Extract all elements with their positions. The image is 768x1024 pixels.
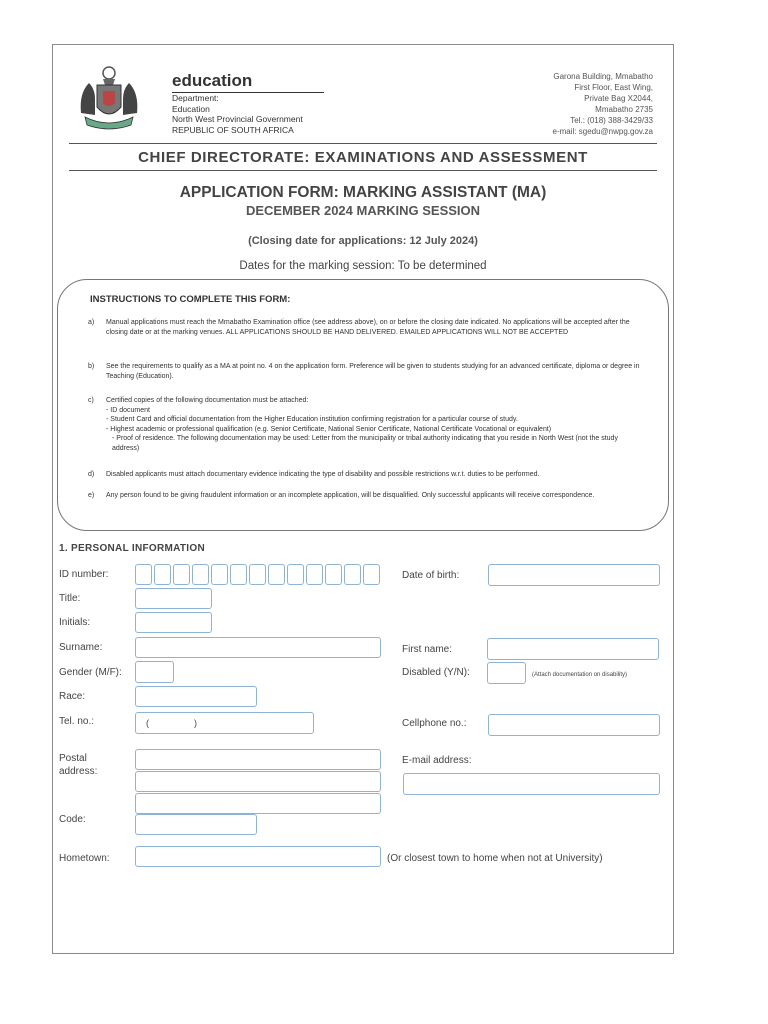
instruction-subitem: - Proof of residence. The following documentation may be used: Letter from the municipality or tribal authority indicating that you reside in North West (not the study address) [112,435,618,452]
surname-label: Surname: [59,642,103,653]
divider [69,143,657,144]
instruction-item [88,491,640,501]
hometown-field[interactable] [135,846,381,867]
instruction-text: Certified copies of the following documentation must be attached: [106,397,309,404]
instruction-letter: d) [88,471,95,478]
department-line: North West Provincial Government [172,114,303,124]
id-number-digit[interactable] [230,564,247,585]
postal-address-line-2[interactable] [135,771,381,792]
coat-of-arms-icon [73,63,145,135]
form-title: APPLICATION FORM: MARKING ASSISTANT (MA) [179,184,547,201]
address-line: Private Bag X2044, [584,94,653,103]
address-block [553,71,653,137]
id-number-digit[interactable] [306,564,323,585]
chief-directorate-title: CHIEF DIRECTORATE: EXAMINATIONS AND ASSESSMENT [138,149,588,166]
address-line: First Floor, East Wing, [574,83,653,92]
hometown-note: (Or closest town to home when not at University) [387,853,603,864]
department-line: Department: [172,93,219,103]
divider [69,170,657,171]
dob-field[interactable] [488,564,660,586]
id-number-digit[interactable] [173,564,190,585]
email-field[interactable] [403,773,660,795]
postal-label: Postal [59,753,87,764]
surname-field[interactable] [135,637,381,658]
title-field[interactable] [135,588,212,609]
address-line: Tel.: (018) 388-3429/33 [570,116,653,125]
form-subtitle: DECEMBER 2024 MARKING SESSION [245,203,481,218]
instruction-subitem: - ID document [106,406,150,414]
instruction-text: Disabled applicants must attach documentary evidence indicating the type of disability and possible restrictions w.r.t. duties to be performed. [106,471,540,478]
code-label: Code: [59,814,86,825]
initials-label: Initials: [59,617,91,628]
instruction-letter: c) [88,397,94,404]
race-field[interactable] [135,686,257,707]
instructions-box [57,279,669,531]
instruction-text: See the requirements to qualify as a MA at point no. 4 on the application form. Preference will be given to students studying for an advanced certificate, diploma or degree in Teaching (Education). [106,363,640,380]
id-number-digit[interactable] [344,564,361,585]
department-line: REPUBLIC OF SOUTH AFRICA [172,124,294,135]
postal-address-line-3[interactable] [135,793,381,814]
hometown-label: Hometown: [59,853,110,864]
id-number-digit[interactable] [249,564,266,585]
address-line: Garona Building, Mmabatho [553,72,653,81]
id-number-digit[interactable] [135,564,152,585]
closing-date: (Closing date for applications: 12 July 2024) [248,235,478,247]
id-number-digit[interactable] [154,564,171,585]
id-number-digit[interactable] [192,564,209,585]
session-dates: Dates for the marking session: To be determined [239,260,487,272]
address-line: Mmabatho 2735 [595,105,653,114]
department-line: Education [172,103,210,114]
instruction-letter: a) [88,319,95,326]
dob-label: Date of birth: [402,570,460,581]
instruction-subitem: - Highest academic or professional qualification (e.g. Senior Certificate, National Senior Certificate, National Certificate Vocational or equivalent) [106,425,552,433]
disabled-label: Disabled (Y/N): [402,667,470,678]
instruction-subitem: - Student Card and official documentation from the Higher Education institution confirming registration for a particular course of study. [106,416,518,423]
title-label: Title: [59,593,81,604]
department-block [172,71,324,135]
postal-address-line-1[interactable] [135,749,381,770]
tel-open-paren: ( [146,718,149,728]
gender-label: Gender (M/F): [59,667,122,678]
cellphone-field[interactable] [488,714,660,736]
id-number-digit[interactable] [325,564,342,585]
first-name-field[interactable] [487,638,659,660]
email-label: E-mail address: [402,755,472,766]
id-number-digit[interactable] [287,564,304,585]
disabled-field[interactable] [487,662,526,684]
first-name-label: First name: [402,644,453,655]
id-number-digit[interactable] [268,564,285,585]
id-number-digit[interactable] [363,564,380,585]
tel-close-paren: ) [194,718,197,728]
section-heading: 1. PERSONAL INFORMATION [59,543,205,554]
form-page [52,44,674,954]
instruction-text: Manual applications must reach the Mmabatho Examination office (see address above), on or before the closing date indicated. No applications will be accepted after the closing date or at the marking venues. ALL APPLICATIONS SHOULD BE HAND DELIVERED. EMAILED APPLICATIONS WILL NOT BE ACCEPTED [106,319,630,336]
race-label: Race: [59,691,86,702]
gender-field[interactable] [135,661,174,683]
postal-address-label: address: [59,766,98,777]
tel-label: Tel. no.: [59,716,95,727]
code-field[interactable] [135,814,257,835]
instruction-letter: b) [88,363,95,370]
tel-field[interactable] [135,712,314,734]
instruction-text: Any person found to be giving fraudulent information or an incomplete application, will be disqualified. Only successful applicants will receive correspondence. [106,492,595,499]
id-number-digit[interactable] [211,564,228,585]
instruction-item [88,396,640,453]
initials-field[interactable] [135,612,212,633]
id-number-label: ID number: [59,569,109,580]
cellphone-label: Cellphone no.: [402,718,467,729]
department-title: education [172,71,324,93]
instruction-item [88,470,640,480]
instruction-item [88,362,640,381]
instruction-letter: e) [88,492,95,499]
disability-note: (Attach documentation on disability) [532,672,628,678]
instruction-item [88,318,640,337]
instructions-title: INSTRUCTIONS TO COMPLETE THIS FORM: [90,294,291,305]
address-line: e-mail: sgedu@nwpg.gov.za [552,127,653,136]
